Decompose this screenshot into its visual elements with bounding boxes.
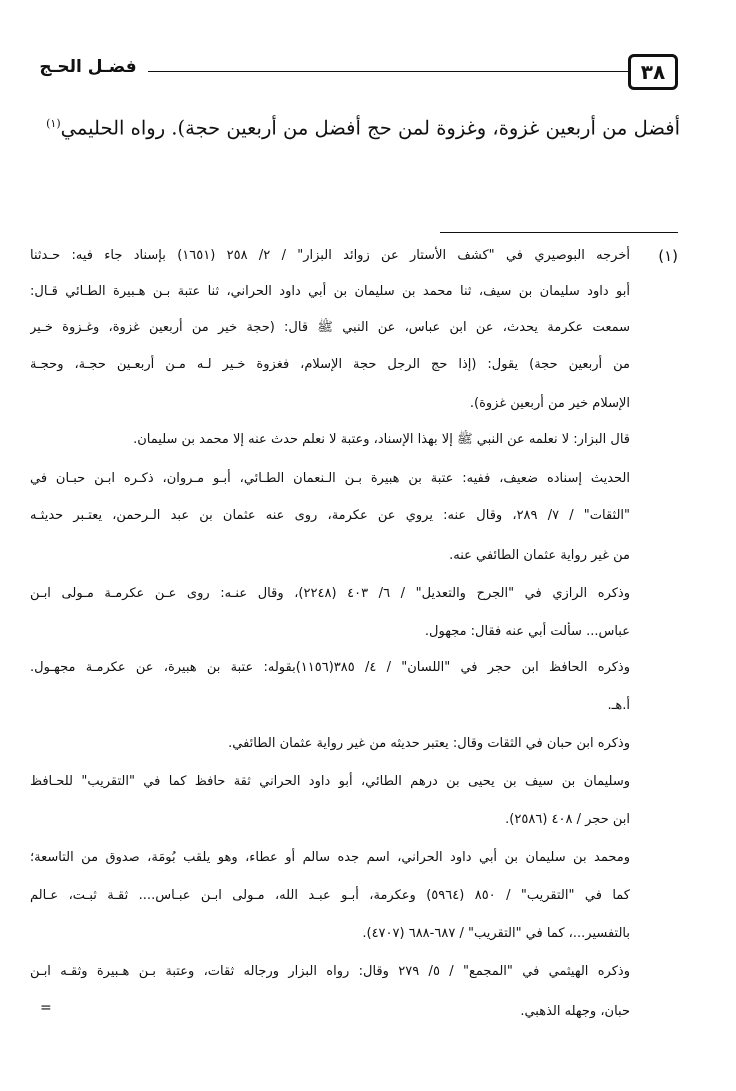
page-number: ٣٨ [628,54,678,90]
running-header [30,54,678,92]
footnote-block [30,246,630,1046]
footnote-line: الإسلام خير من أربعين غزوة). [469,396,630,411]
footnote-reference: (١) [46,117,61,130]
footnote-line: وذكره ابن حبان في الثقات وقال: يعتبر حديثه من غير رواية عثمان الطائفي. [228,736,630,751]
footnote-line: من أربعين حجة) يقول: (إذا حج الرجل حجة الإسلام، فغزوة خـير لـه مـن أربعـين حجـة، وحجـة [30,357,630,372]
footnote-line: قال البزار: لا نعلمه عن النبي ﷺ إلا بهذا الإسناد، وعتبة لا نعلم حدث عنه إلا محمد بن سليمان. [133,432,630,447]
footnote-line: وسليمان بن سيف بن يحيى بن درهم الطائي، أبو داود الحراني ثقة حافظ كما في "التقريب" للحـافظ [30,774,630,789]
footnote-line: أخرجه البوصيري في "كشف الأستار عن زوائد البزار" / ٢/ ٢٥٨ (١٦٥١) بإسناد جاء فيه: حـدثنا [30,248,630,263]
footnote-line: أبو داود سليمان بن سيف، ثنا محمد بن سليمان بن أبي داود الحراني، ثنا عتبة بـن هـبيرة الطـائي قـال: [30,284,630,299]
footnote-line: من غير رواية عثمان الطائفي عنه. [449,548,630,563]
footnote-line: الحديث إسناده ضعيف، ففيه: عتبة بن هبيرة بـن الـنعمان الطـائي، أبـو مـروان، ذكـره ابـن حبـان في [30,471,630,486]
footnote-line: "الثقات" / ٧/ ٢٨٩، وقال عنه: يروي عن عكرمة، روى عنه عثمان بن عبد الـرحمن، يعتـبر حديثـه [30,508,630,523]
footnote-line: وذكره الهيثمي في "المجمع" / ٥/ ٢٧٩ وقال: رواه البزار ورجاله ثقات، وعتبة بـن هـبيرة وثقـه ابـن [30,964,630,979]
footnote-line: ابن حجر / ٤٠٨ (٢٥٨٦). [505,812,630,827]
chapter-title: فضـل الحـج [39,57,137,77]
header-rule [148,71,628,72]
body-paragraph [30,106,680,147]
footnote-line: وذكره الحافظ ابن حجر في "اللسان" / ٤/ ٣٨٥(١١٥٦)بقوله: عتبة بن هبيرة، عن عكرمـة مجهـول. [30,660,630,675]
footnote-line: سمعت عكرمة يحدث، عن ابن عباس، عن النبي ﷺ قال: (حجة خير من أربعين غزوة، وغـزوة خـير [30,320,630,335]
footnote-separator [440,232,678,233]
footnote-line: ومحمد بن سليمان بن أبي داود الحراني، اسم جده سالم أو عطاء، وهو يلقب بُومَة، صدوق من التاسعة؛ [30,850,630,865]
footnote-line: عباس... سألت أبي عنه فقال: مجهول. [424,624,630,639]
footnote-line: بالتفسير...، كما في "التقريب" / ٦٨٧-٦٨٨ (٤٧٠٧). [362,926,630,941]
footnote-line: كما في "التقريب" / ٨٥٠ (٥٩٦٤) وعكرمة، أبـو عبـد الله، مـولى ابـن عبـاس.... ثقـة ثبـت، عـالم [30,888,630,903]
footnote-line: أ.هـ. [607,698,630,713]
footnote-number: (١) [658,247,678,265]
body-text: أفضل من أربعين غزوة، وغزوة لمن حج أفضل من أربعين حجة). رواه الحليمي [60,116,680,140]
continuation-mark: = [40,1000,52,1016]
footnote-line: حبان، وجهله الذهبي. [520,1004,630,1019]
footnote-line: وذكره الرازي في "الجرح والتعديل" / ٦/ ٤٠٣ (٢٢٤٨)، وقال عنـه: روى عـن عكرمـة مـولى ابـن [30,586,630,601]
